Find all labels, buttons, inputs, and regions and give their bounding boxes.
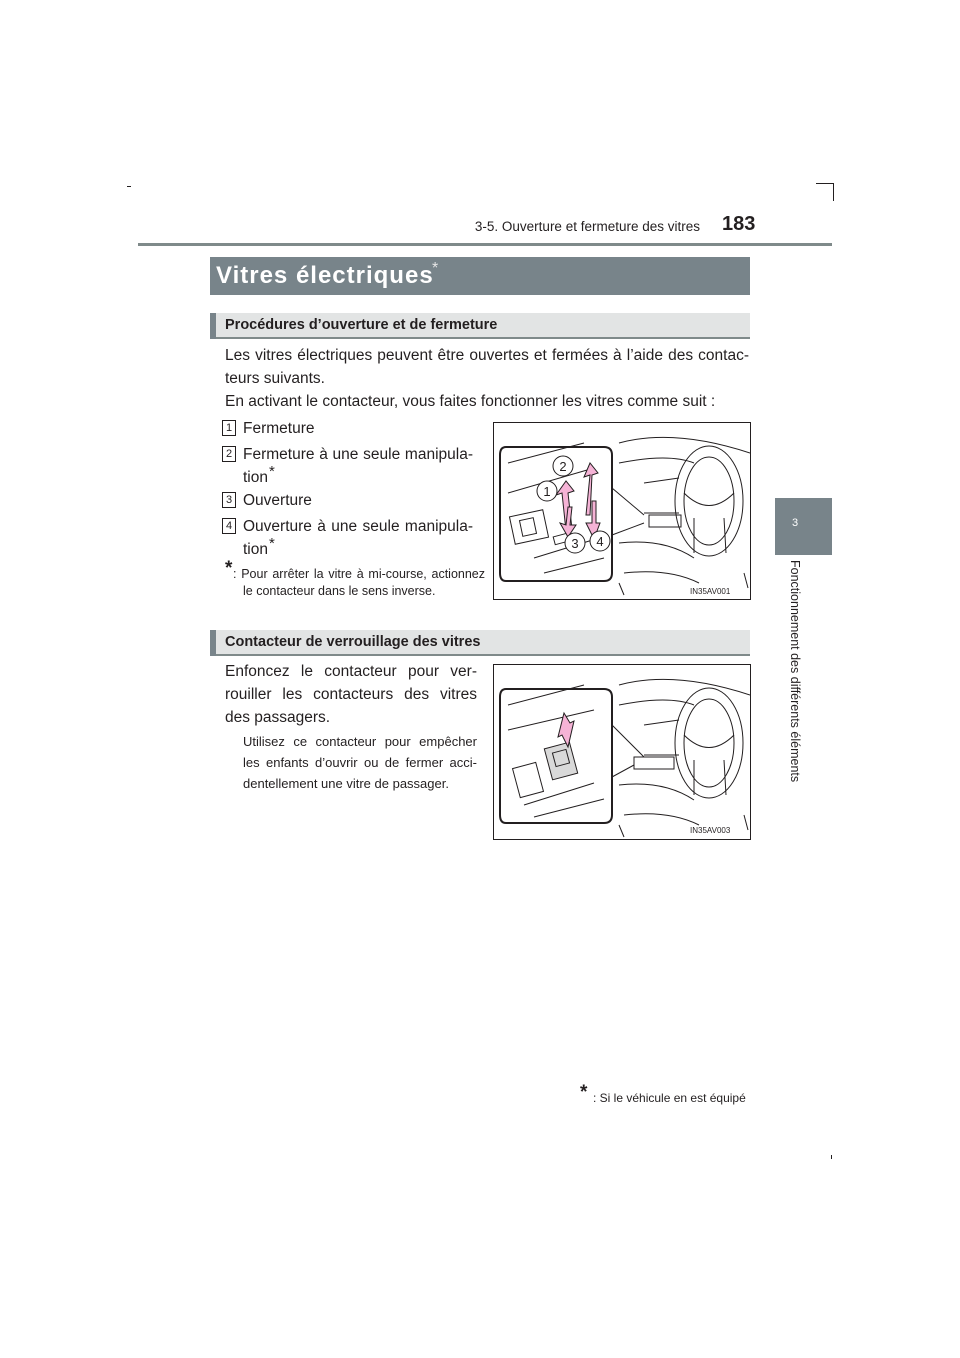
callout-2: 2 xyxy=(559,459,567,474)
header-rule xyxy=(138,243,832,246)
section-heading: Procédures d’ouverture et de fermeture xyxy=(225,317,498,333)
note-text: : Pour arrêter la vitre à mi-course, actionnez le contacteur dans le sens inverse. xyxy=(233,567,485,598)
callout-1: 1 xyxy=(543,484,551,499)
callout-4: 4 xyxy=(596,534,604,549)
item-number: 4 xyxy=(222,518,236,534)
lock-switch-note: Utilisez ce contacteur pour empêcher les enfants d’ouvrir ou de fermer acci-dentellement une vitre de passager. xyxy=(243,734,477,791)
title-asterisk: * xyxy=(432,260,439,277)
section-heading-bar xyxy=(210,630,750,656)
intro-paragraph: En activant le contacteur, vous faites fonctionner les vitres comme suit : xyxy=(225,393,716,410)
heading-marker xyxy=(210,630,216,656)
window-lock-illustration xyxy=(494,665,750,839)
list-item: Fermeture xyxy=(243,420,315,437)
window-lock-figure xyxy=(493,664,751,840)
window-switch-illustration xyxy=(494,423,750,599)
item-asterisk: * xyxy=(269,463,275,480)
note-asterisk: * xyxy=(225,558,233,579)
crop-mark xyxy=(831,1155,832,1159)
crop-mark xyxy=(816,183,834,201)
heading-marker xyxy=(210,313,216,339)
figure-code: IN35AV001 xyxy=(690,587,731,596)
intro-paragraph: Les vitres électriques peuvent être ouvertes et fermées à l’aide des contac-teurs suivants. xyxy=(225,347,749,387)
figure-code: IN35AV003 xyxy=(690,826,731,835)
item-number: 3 xyxy=(222,492,236,508)
item-number: 2 xyxy=(222,446,236,462)
footnote-asterisk: * xyxy=(580,1082,588,1103)
list-item: Ouverture xyxy=(243,492,312,509)
item-asterisk: * xyxy=(269,535,275,552)
window-switch-figure xyxy=(493,422,751,600)
chapter-number: 3 xyxy=(791,517,799,529)
lock-switch-paragraph: Enfoncez le contacteur pour ver-rouiller les contacteurs des vitres des passagers. xyxy=(225,663,477,726)
page-title: Vitres électriques xyxy=(216,262,434,289)
item-number: 1 xyxy=(222,420,236,436)
section-heading: Contacteur de verrouillage des vitres xyxy=(225,634,481,650)
chapter-title: Fonctionnement des différents éléments xyxy=(788,560,802,783)
page-number: 183 xyxy=(722,213,756,235)
section-heading-bar xyxy=(210,313,750,339)
crop-mark xyxy=(127,186,131,187)
section-path: 3-5. Ouverture et fermeture des vitres xyxy=(474,219,700,234)
callout-3: 3 xyxy=(571,536,579,551)
footnote-text: : Si le véhicule en est équipé xyxy=(593,1091,746,1105)
list-item: Fermeture à une seule manipula-tion* xyxy=(243,446,473,486)
list-item: Ouverture à une seule manipula-tion* xyxy=(243,518,473,558)
